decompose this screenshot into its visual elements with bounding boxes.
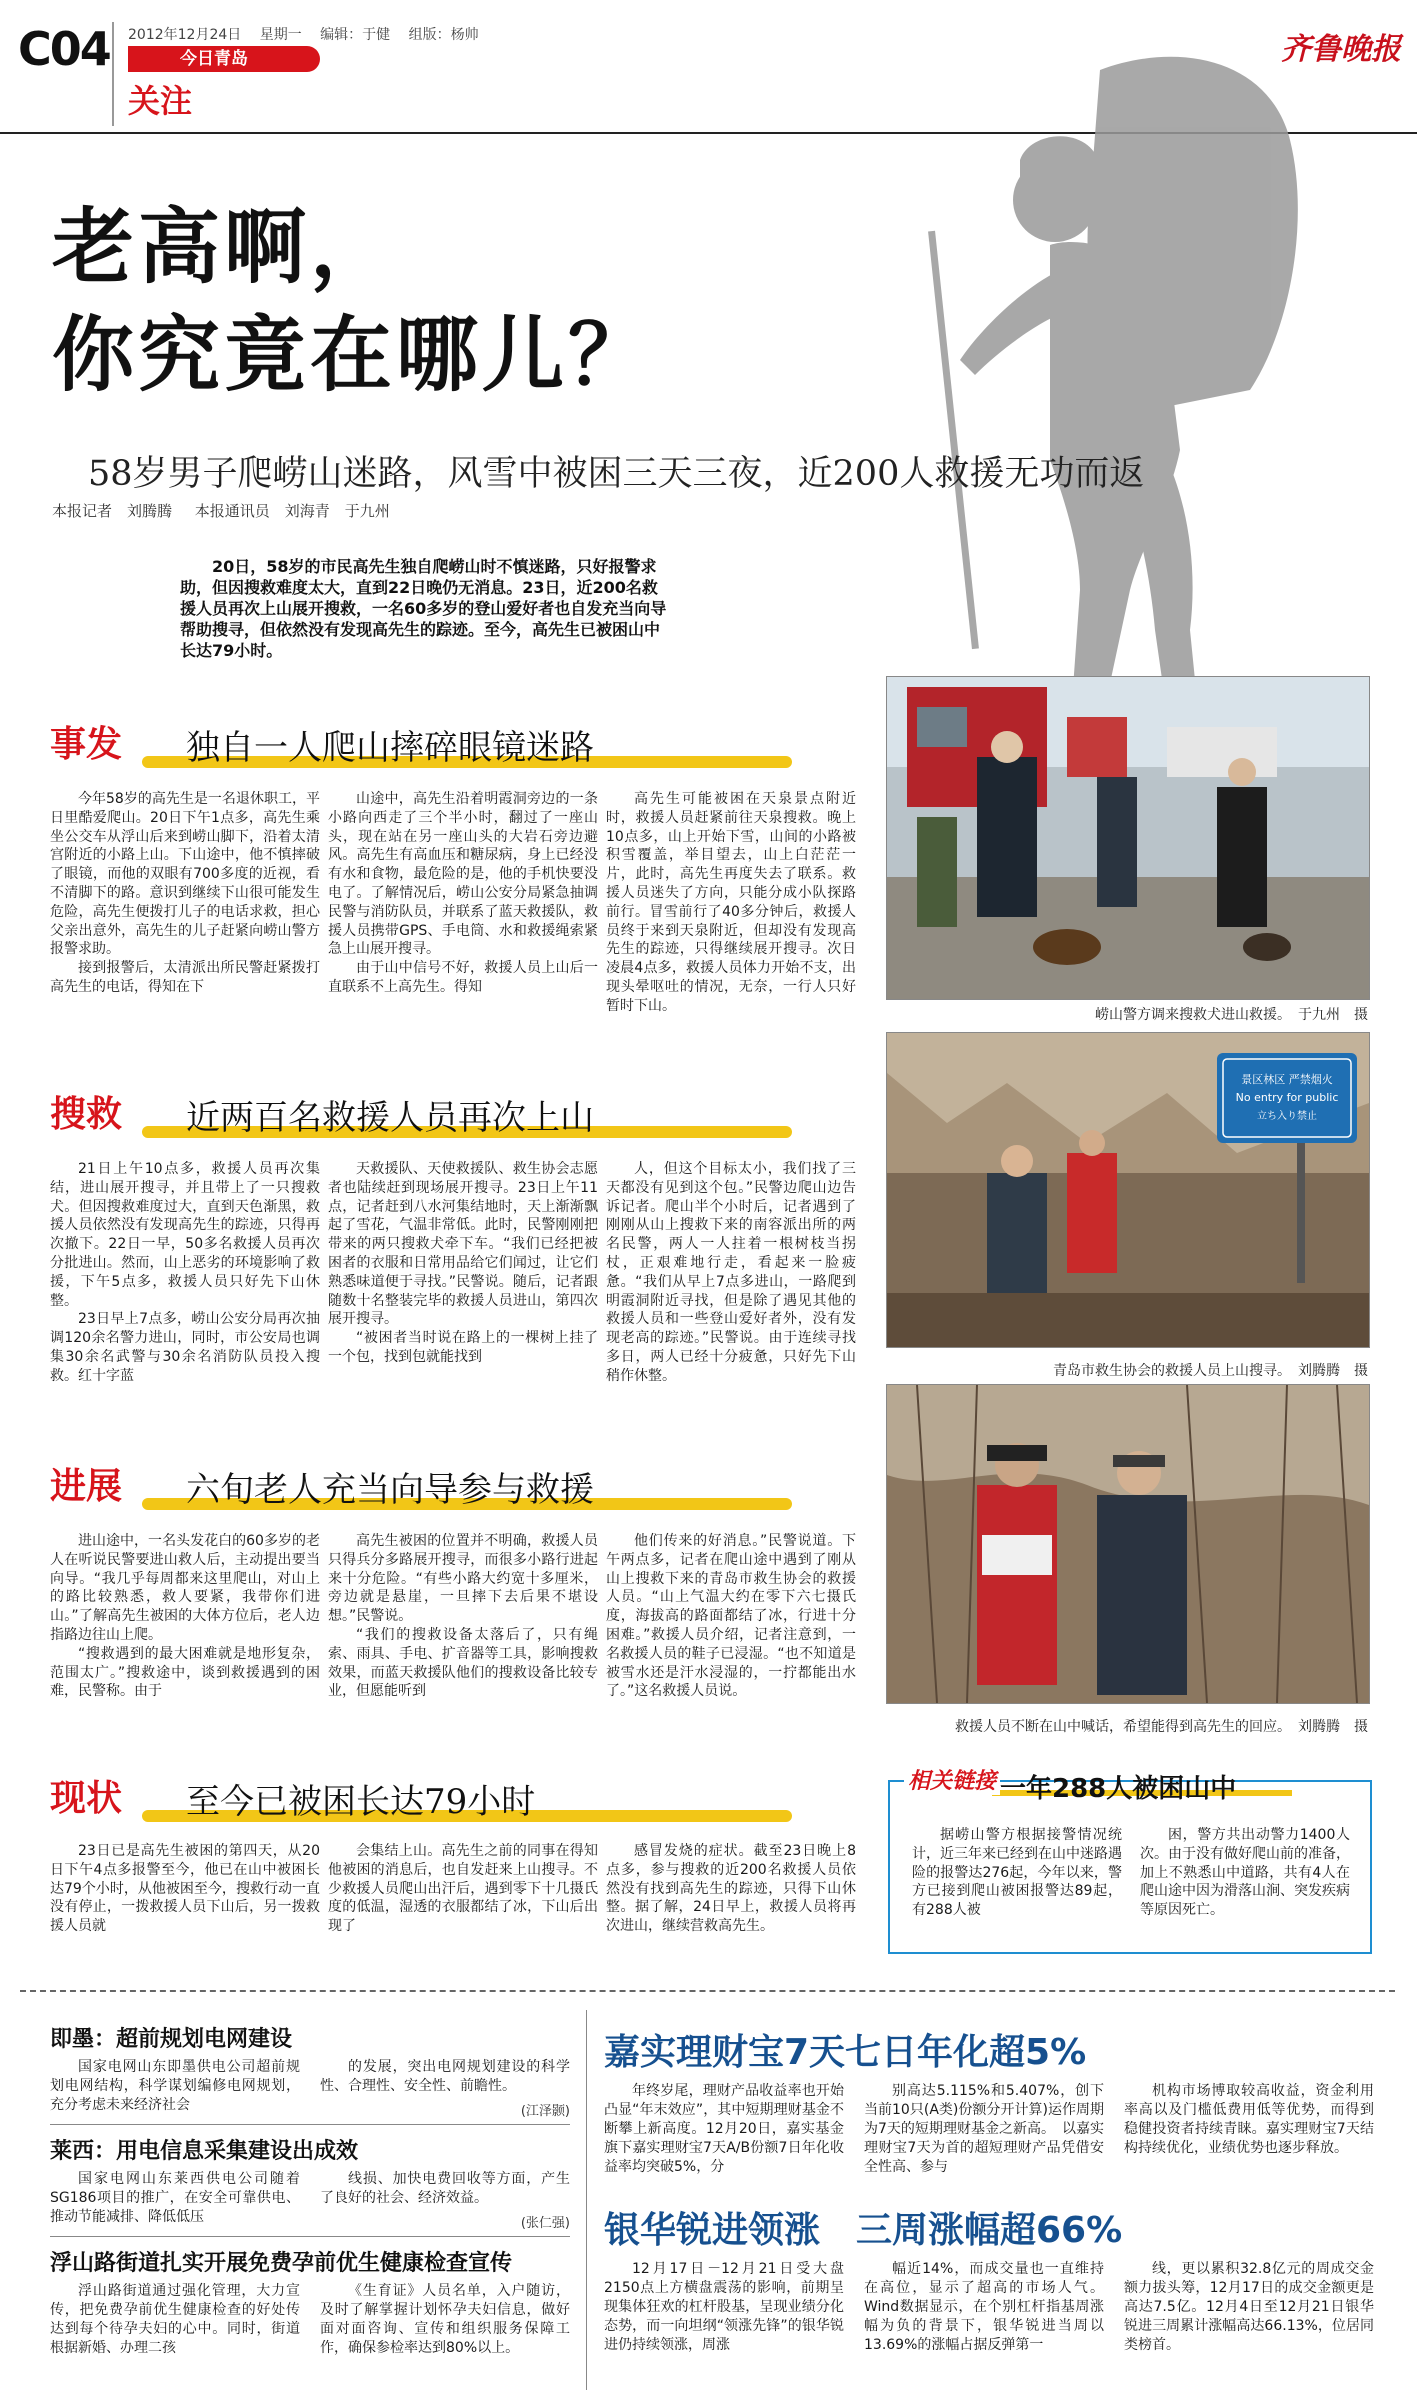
- article-lead: 20日，58岁的市民高先生独自爬崂山时不慎迷路，只好报警求助，但因搜救难度太大，直到22日晚仍无消息。23日，近200名救援人员再次上山展开搜救，一名60多岁的登山爱好者也自发充当向导帮助搜寻，但依然没有发现高先生的踪迹。至今，高先生已被困山中长达79小时。: [180, 557, 667, 660]
- article-subheadline: 58岁男子爬崂山迷路，风雪中被困三天三夜，近200人救援无功而返: [88, 454, 1145, 494]
- paragraph: 23日早上7点多，崂山公安分局再次抽调120余名警力进山，同时，市公安局也调集30余名武警与30余名消防队员投入搜救。红十字蓝: [50, 1311, 320, 1384]
- paragraph: “搜救遇到的最大困难就是地形复杂，范围太广。”搜救途中，谈到救援遇到的困难，民警称。由于: [50, 1645, 320, 1700]
- photo-police-dogs: [886, 676, 1370, 1000]
- paragraph: 机构市场博取较高收益，资金利用率高以及门槛低费用低等优势，而得到稳健投资者持续青睐。嘉实理财宝7天结构持续优化，业绩优势也逐步释放。: [1124, 2083, 1374, 2156]
- section-divider: [20, 1990, 1395, 1992]
- section-title: 近两百名救援人员再次上山: [186, 1098, 594, 1138]
- section-banner-status: [50, 1770, 860, 1830]
- section-2-column-2: [328, 1160, 598, 1367]
- brief-column: [320, 2170, 570, 2208]
- brief-credit: (江泽颢): [520, 2104, 570, 2119]
- brief-headline: 浮山路街道扎实开展免费孕前优生健康检查宣传: [50, 2251, 513, 2276]
- photo-caption: 青岛市救生协会的救援人员上山搜寻。 刘腾腾 摄: [1053, 1363, 1368, 1379]
- paragraph: 别高达5.115%和5.407%，创下当前10只(A类)份额分开计算)运作周期为7天的短期理财基金之新高。 以嘉实理财宝7天为首的超短理财产品凭借安全性高、参与: [864, 2083, 1104, 2175]
- photo-caption: 救援人员不断在山中喊话，希望能得到高先生的回应。 刘腾腾 摄: [955, 1719, 1368, 1735]
- region-tag: 今日青岛: [128, 46, 320, 72]
- paragraph: 21日上午10点多，救援人员再次集结，进山展开搜寻，并且带上了一只搜救犬。但因搜救难度过大，直到天色渐黑，救援人员依然没有发现高先生的踪迹，只得再次撤下。22日一早，50多名救援人员再次分批进山。然而，山上恶劣的环境影响了救援，下午5点多，救援人员只好先下山休整。: [50, 1161, 320, 1309]
- section-4-column-1: [50, 1842, 320, 1936]
- brief-divider: [50, 2124, 570, 2125]
- section-3-column-1: [50, 1532, 320, 1701]
- issue-date: 2012年12月24日: [128, 27, 242, 43]
- section-banner-incident: [50, 716, 860, 776]
- photo-caption: 崂山警方调来搜救犬进山救援。 于九州 摄: [1095, 1007, 1368, 1023]
- hiker-silhouette-graphic: [850, 30, 1390, 750]
- photo-rescue-team-image: [887, 1033, 1369, 1347]
- sidebar-column-2: [1140, 1826, 1350, 1920]
- section-title: 六旬老人充当向导参与救援: [186, 1470, 594, 1510]
- finance-headline: 嘉实理财宝7天七日年化超5%: [604, 2032, 1087, 2073]
- page-code: C04: [18, 22, 110, 76]
- section-3-column-3: [606, 1532, 856, 1701]
- brief-divider: [50, 2236, 570, 2237]
- finance-column: [604, 2082, 844, 2177]
- paragraph: 国家电网山东莱西供电公司随着SG186项目的推广，在安全可靠供电、推动节能减排、降低低压: [50, 2171, 300, 2225]
- paragraph: 接到报警后，太清派出所民警赶紧拨打高先生的电话，得知在下: [50, 960, 320, 995]
- section-2-column-3: [606, 1160, 856, 1386]
- dateline: [128, 24, 493, 44]
- issue-weekday: 星期一: [259, 27, 302, 43]
- paragraph: 12月17日－12月21日受大盘2150点上方横盘震荡的影响，前期呈现集体狂欢的杠杆股基，呈现业绩分化态势，而一向坦纲“领涨先锋”的银华锐进仍持续领涨，周涨: [604, 2261, 844, 2353]
- paragraph: 幅近14%，而成交量也一直维持在高位，显示了超高的市场人气。Wind数据显示，在个别杠杆指基周涨幅为负的背景下，银华锐进当周以13.69%的涨幅占据反弹第一: [864, 2261, 1104, 2353]
- related-link-logo: 相关链接: [904, 1764, 1000, 1795]
- sidebar-title: 一年288人被困山中: [1000, 1774, 1237, 1804]
- section-3-column-2: [328, 1532, 598, 1701]
- brief-credit: (张仁强): [520, 2216, 570, 2231]
- brief-headline: 即墨：超前规划电网建设: [50, 2027, 293, 2052]
- photo-calling-out: [886, 1384, 1370, 1704]
- paragraph: 人，但这个目标太小，我们找了三天都没有见到这个包。”民警边爬山边告诉记者。爬山半个小时后，记者遇到了刚刚从山上搜救下来的南容派出所的两名民警，两人一人拄着一根树枝当拐杖，正艰难地行走，看起来一脸疲惫。“我们从早上7点多进山，一路爬到明霞洞附近寻找，但是除了遇见其他的救援人员和一些登山爱好者外，没有发现老高的踪迹。”民警说。由于连续寻找多日，两人已经十分疲惫，只好先下山稍作休整。: [606, 1161, 856, 1384]
- editor-credit: 编辑：于健: [320, 27, 391, 43]
- section-title: 独自一人爬山摔碎眼镜迷路: [186, 728, 594, 768]
- section-keyword: 事发: [50, 724, 123, 765]
- headline-line-1: 老高啊，: [52, 200, 397, 295]
- layout-credit: 组版：杨帅: [408, 27, 479, 43]
- paragraph: 线损、加快电费回收等方面，产生了良好的社会、经济效益。: [320, 2171, 570, 2206]
- finance-column: [604, 2260, 844, 2355]
- article-headline: [52, 194, 654, 410]
- paragraph: 的发展，突出电网规划建设的科学性、合理性、安全性、前瞻性。: [320, 2059, 570, 2094]
- brief-column: [50, 2282, 300, 2358]
- paragraph: 会集结上山。高先生之前的同事在得知他被困的消息后，也自发赶来上山搜寻。不少救援人员爬山出汗后，遇到零下十几摄氏度的低温，湿透的衣服都结了冰，下山后出现了: [328, 1843, 598, 1935]
- paragraph: 由于山中信号不好，救援人员上山后一直联系不上高先生。得知: [328, 960, 598, 995]
- section-1-column-1: [50, 790, 320, 997]
- sidebar-column-1: [912, 1826, 1122, 1920]
- section-2-column-1: [50, 1160, 320, 1386]
- paragraph: 感冒发烧的症状。截至23日晚上8点多，参与搜救的近200名救援人员依然没有找到高先生的踪迹，只得下山休整。据了解，24日早上，救援人员将再次进山，继续营救高先生。: [606, 1843, 856, 1935]
- paragraph: 浮山路街道通过强化管理，大力宣传，把免费孕前优生健康检查的好处传达到每个待孕夫妇的心中。同时，街道根据新婚、办理二孩: [50, 2283, 300, 2356]
- column-divider: [586, 2010, 587, 2390]
- finance-column: [864, 2260, 1104, 2355]
- paragraph: 困，警方共出动警力1400人次。由于没有做好爬山前的准备，加上不熟悉山中道路，共有4人在爬山途中因为滑落山涧、突发疾病等原因死亡。: [1140, 1827, 1350, 1919]
- paragraph: 他们传来的好消息。”民警说道。下午两点多，记者在爬山途中遇到了刚从山上搜救下来的青岛市救生协会的救援人员。“山上气温大约在零下六七摄氏度，海拔高的路面都结了冰，行进十分困难。”救援人员介绍，记者注意到，一名救援人员的鞋子已浸湿。“也不知道是被雪水还是汗水浸湿的，一拧都能出水了。”这名救援人员说。: [606, 1533, 856, 1700]
- section-1-column-2: [328, 790, 598, 997]
- paragraph: 天救援队、天使救援队、救生协会志愿者也陆续赶到现场展开搜寻。23日上午11点，记者赶到八水河集结地时，天上渐渐飘起了雪花，气温非常低。此时，民警刚刚把带来的两只搜救犬牵下车。“我们已经把被困者的衣服和日常用品给它们闻过，让它们熟悉味道便于寻找。”民警说。随后，记者跟随数十名整装完毕的救援人员进山，第四次展开搜寻。: [328, 1161, 598, 1328]
- photo-calling-out-image: [887, 1385, 1369, 1703]
- paragraph: 据崂山警方根据接警情况统计，近三年来已经到在山中迷路遇险的报警达276起，今年以来，警方已接到爬山被困报警达89起，有288人被: [912, 1827, 1122, 1919]
- photo-rescue-team: [886, 1032, 1370, 1348]
- section-banner-rescue: [50, 1086, 860, 1146]
- paragraph: 线，更以累积32.8亿元的周成交金额力拔头筹，12月17日的成交金额更是高达7.5亿。12月4日至12月21日银华锐进三周累计涨幅高达66.13%，位居同类榜首。: [1124, 2261, 1374, 2353]
- finance-headline: 银华锐进领涨 三周涨幅超66%: [604, 2210, 1123, 2251]
- section-keyword: 现状: [50, 1778, 123, 1819]
- brief-headline: 莱西：用电信息采集建设出成效: [50, 2139, 359, 2164]
- brief-column: [50, 2058, 300, 2115]
- paragraph: 高先生可能被困在天泉景点附近时，救援人员赶紧前往天泉搜救。晚上10点多，山上开始下雪，山间的小路被积雪覆盖，举目望去，山上白茫茫一片，此时，高先生再度失去了联系。救援人员迷失了方向，只能分成小队探路前行。冒雪前行了40多分钟后，救援人员终于来到天泉附近，但却没有发现高先生的踪迹，只得继续展开搜寻。次日凌晨4点多，救援人员体力开始不支，出现头晕呕吐的情况，无奈，一行人只好暂时下山。: [606, 791, 856, 1014]
- headline-line-2: 你究竟在哪儿？: [52, 308, 655, 403]
- sign-text: 景区林区 严禁烟火: [1241, 1073, 1333, 1086]
- paragraph: 国家电网山东即墨供电公司超前规划电网结构，科学谋划编修电网规划，充分考虑未来经济社会: [50, 2059, 300, 2113]
- paragraph: 山途中，高先生沿着明霞洞旁边的一条小路向西走了三个半小时，翻过了一座山头，现在站在另一座山头的大岩石旁边避风。高先生有高血压和糖尿病，身上已经没有水和食物，最危险的是，他的手机快要没电了。了解情况后，崂山公安分局紧急抽调民警与消防队员，并联系了蓝天救援队，救援人员携带GPS、手电筒、水和救援绳索紧急上山展开搜寻。: [328, 791, 598, 958]
- byline-reporter: 本报记者 刘腾腾: [52, 502, 173, 520]
- paragraph: “我们的搜救设备太落后了，只有绳索、雨具、手电、扩音器等工具，影响搜救效果，而蓝天救援队他们的搜救设备比较专业，但愿能听到: [328, 1626, 598, 1700]
- paragraph: “被困者当时说在路上的一棵树上挂了一个包，找到包就能找到: [328, 1330, 598, 1365]
- paragraph: 高先生被困的位置并不明确，救援人员只得兵分多路展开搜寻，而很多小路行进起来十分危险。“有些小路大约宽十多厘米，旁边就是悬崖，一旦摔下去后果不堪设想。”民警说。: [328, 1533, 598, 1625]
- byline-correspondents: 本报通讯员 刘海青 于九州: [194, 502, 390, 520]
- sign-text: 立ち入り禁止: [1257, 1111, 1317, 1122]
- section-1-column-3: [606, 790, 856, 1016]
- section-title: 至今已被困长达79小时: [186, 1782, 536, 1822]
- finance-column: [1124, 2082, 1374, 2158]
- finance-column: [1124, 2260, 1374, 2355]
- sign-text: No entry for public: [1235, 1091, 1339, 1104]
- paragraph: 23日已是高先生被困的第四天，从20日下午4点多报警至今，他已在山中被困长达79个小时，从他被困至今，搜救行动一直没有停止，一拨救援人员下山后，另一拨救援人员就: [50, 1843, 320, 1935]
- section-banner-progress: [50, 1458, 860, 1518]
- paragraph: 进山途中，一名头发花白的60多岁的老人在听说民警要进山救人后，主动提出要当向导。“我几乎每周都来这里爬山，对山上的路比较熟悉，救人要紧，我带你们进山。”了解高先生被困的大体方位后，老人边指路边往山上爬。: [50, 1533, 320, 1643]
- section-keyword: 搜救: [50, 1094, 123, 1135]
- paragraph: 年终岁尾，理财产品收益率也开始凸显“年末效应”，其中短期理财基金不断攀上新高度。12月20日，嘉实基金旗下嘉实理财宝7天A/B份额7日年化收益率均突破5%，分: [604, 2083, 844, 2175]
- brief-column: [320, 2282, 570, 2358]
- article-byline: [52, 500, 408, 521]
- newspaper-logo: 齐鲁晚报: [1281, 32, 1401, 67]
- paragraph: 今年58岁的高先生是一名退休职工，平日里酷爱爬山。20日下午1点多，高先生乘坐公交车从浮山后来到崂山脚下，沿着太清宫附近的小路上山。下山途中，他不慎摔破了眼镜，而他的双眼有700多度的近视，看不清脚下的路。意识到继续下山很可能发生危险，高先生便拨打儿子的电话求救，担心父亲出意外，高先生的儿子赶紧向崂山警方报警求助。: [50, 791, 320, 958]
- section-4-column-2: [328, 1842, 598, 1936]
- brief-column: [320, 2058, 570, 2096]
- brief-column: [50, 2170, 300, 2227]
- photo-police-dogs-image: [887, 677, 1369, 999]
- section-name: 关注: [128, 82, 193, 120]
- finance-column: [864, 2082, 1104, 2177]
- section-keyword: 进展: [50, 1466, 123, 1507]
- masthead-divider: [112, 22, 114, 126]
- section-4-column-3: [606, 1842, 856, 1936]
- paragraph: 《生育证》人员名单，入户随访，及时了解掌握计划怀孕夫妇信息，做好面对面咨询、宣传和组织服务保障工作，确保参检率达到80%以上。: [320, 2283, 570, 2356]
